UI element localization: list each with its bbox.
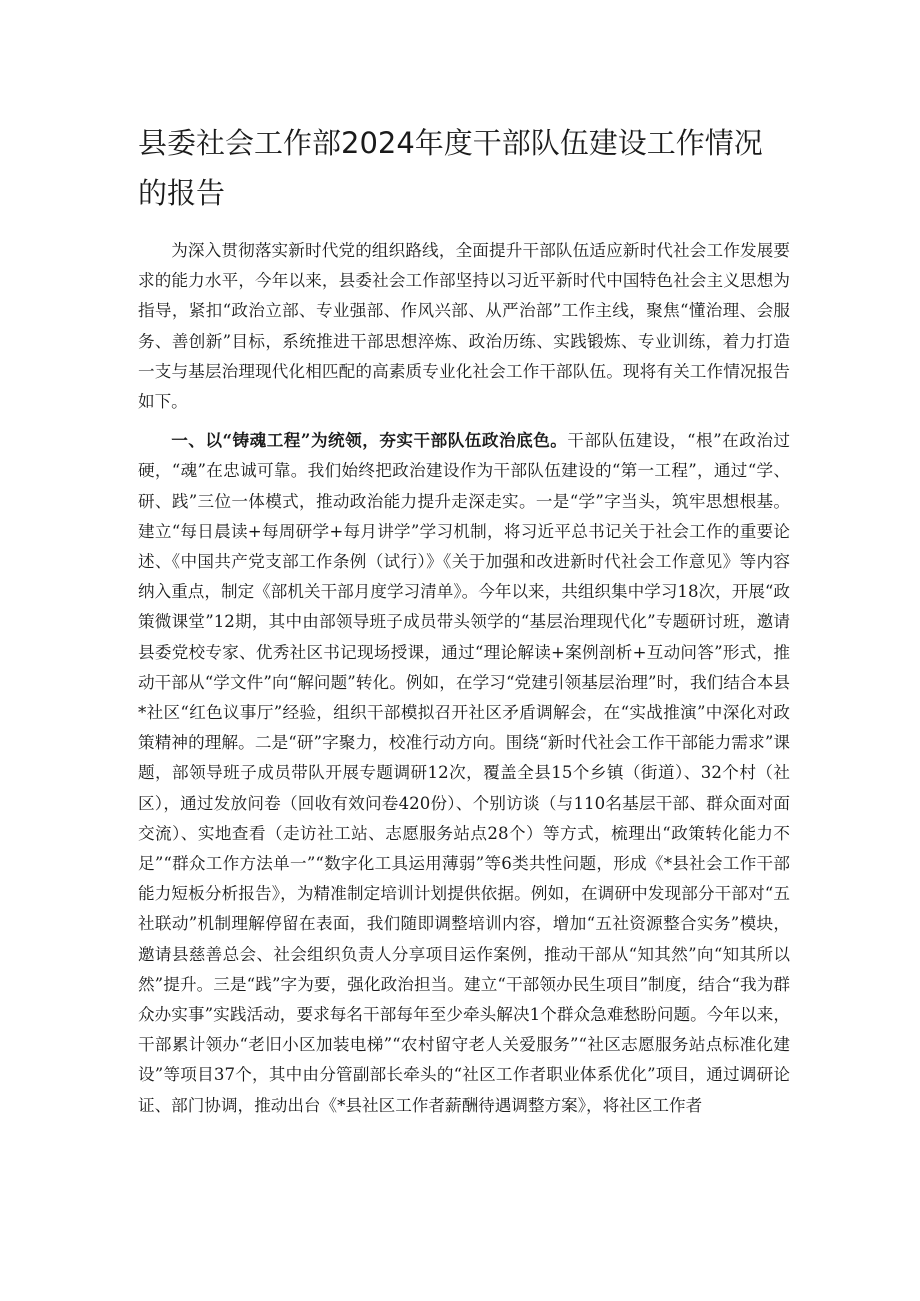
section-one-heading: 一、以“铸魂工程”为统领，夯实干部队伍政治底色。 — [171, 430, 568, 451]
document-page — [138, 118, 790, 1129]
intro-paragraph-text: 为深入贯彻落实新时代党的组织路线，全面提升干部队伍适应新时代社会工作发展要求的能力水平，今年以来，县委社会工作部坚持以习近平新时代中国特色社会主义思想为指导，紧扣“政治立部、专业强部、作风兴部、从严治部”工作主线，聚焦“懂治理、会服务、善创新”目标，系统推进干部思想淬炼、政治历练、实践锻炼、专业训练，着力打造一支与基层治理现代化相匹配的高素质专业化社会工作干部队伍。现将有关工作情况报告如下。 — [138, 241, 790, 412]
intro-paragraph — [138, 236, 790, 417]
document-title: 县委社会工作部2024年度干部队伍建设工作情况的报告 — [138, 126, 763, 210]
section-one-paragraph — [138, 425, 790, 1121]
section-one-text: 干部队伍建设，“根”在政治过硬，“魂”在忠诚可靠。我们始终把政治建设作为干部队伍建设的“第一工程”，通过“学、研、践”三位一体模式，推动政治能力提升走深走实。一是“学”字当头，筑牢思想根基。建立“每日晨读+每周研学+每月讲学”学习机制，将习近平总书记关于社会工作的重要论述、《中国共产党支部工作条例（试行）》《关于加强和改进新时代社会工作意见》等内容纳入重点，制定《部机关干部月度学习清单》。今年以来，共组织集中学习18次，开展“政策微课堂”12期，其中由部领导班子成员带头领学的“基层治理现代化”专题研讨班，邀请县委党校专家、优秀社区书记现场授课，通过“理论解读+案例剖析+互动问答”形式，推动干部从“学文件”向“解问题”转化。例如，在学习“党建引领基层治理”时，我们结合本县*社区“红色议事厅”经验，组织干部模拟召开社区矛盾调解会，在“实战推演”中深化对政策精神的理解。二是“研”字聚力，校准行动方向。围绕“新时代社会工作干部能力需求”课题，部领导班子成员带队开展专题调研12次，覆盖全县15个乡镇（街道）、32个村（社区），通过发放问卷（回收有效问卷420份）、个别访谈（与110名基层干部、群众面对面交流）、实地查看（走访社工站、志愿服务站点28个）等方式，梳理出“政策转化能力不足”“群众工作方法单一”“数字化工具运用薄弱”等6类共性问题，形成《*县社会工作干部能力短板分析报告》，为精准制定培训计划提供依据。例如，在调研中发现部分干部对“五社联动”机制理解停留在表面，我们随即调整培训内容，增加“五社资源整合实务”模块，邀请县慈善总会、社会组织负责人分享项目运作案例，推动干部从“知其然”向“知其所以然”提升。三是“践”字为要，强化政治担当。建立“干部领办民生项目”制度，结合“我为群众办实事”实践活动，要求每名干部每年至少牵头解决1个群众急难愁盼问题。今年以来，干部累计领办“老旧小区加装电梯”“农村留守老人关爱服务”“社区志愿服务站点标准化建设”等项目37个，其中由分管副部长牵头的“社区工作者职业体系优化”项目，通过调研论证、部门协调，推动出台《*县社区工作者薪酬待遇调整方案》，将社区工作者 — [138, 431, 791, 1115]
